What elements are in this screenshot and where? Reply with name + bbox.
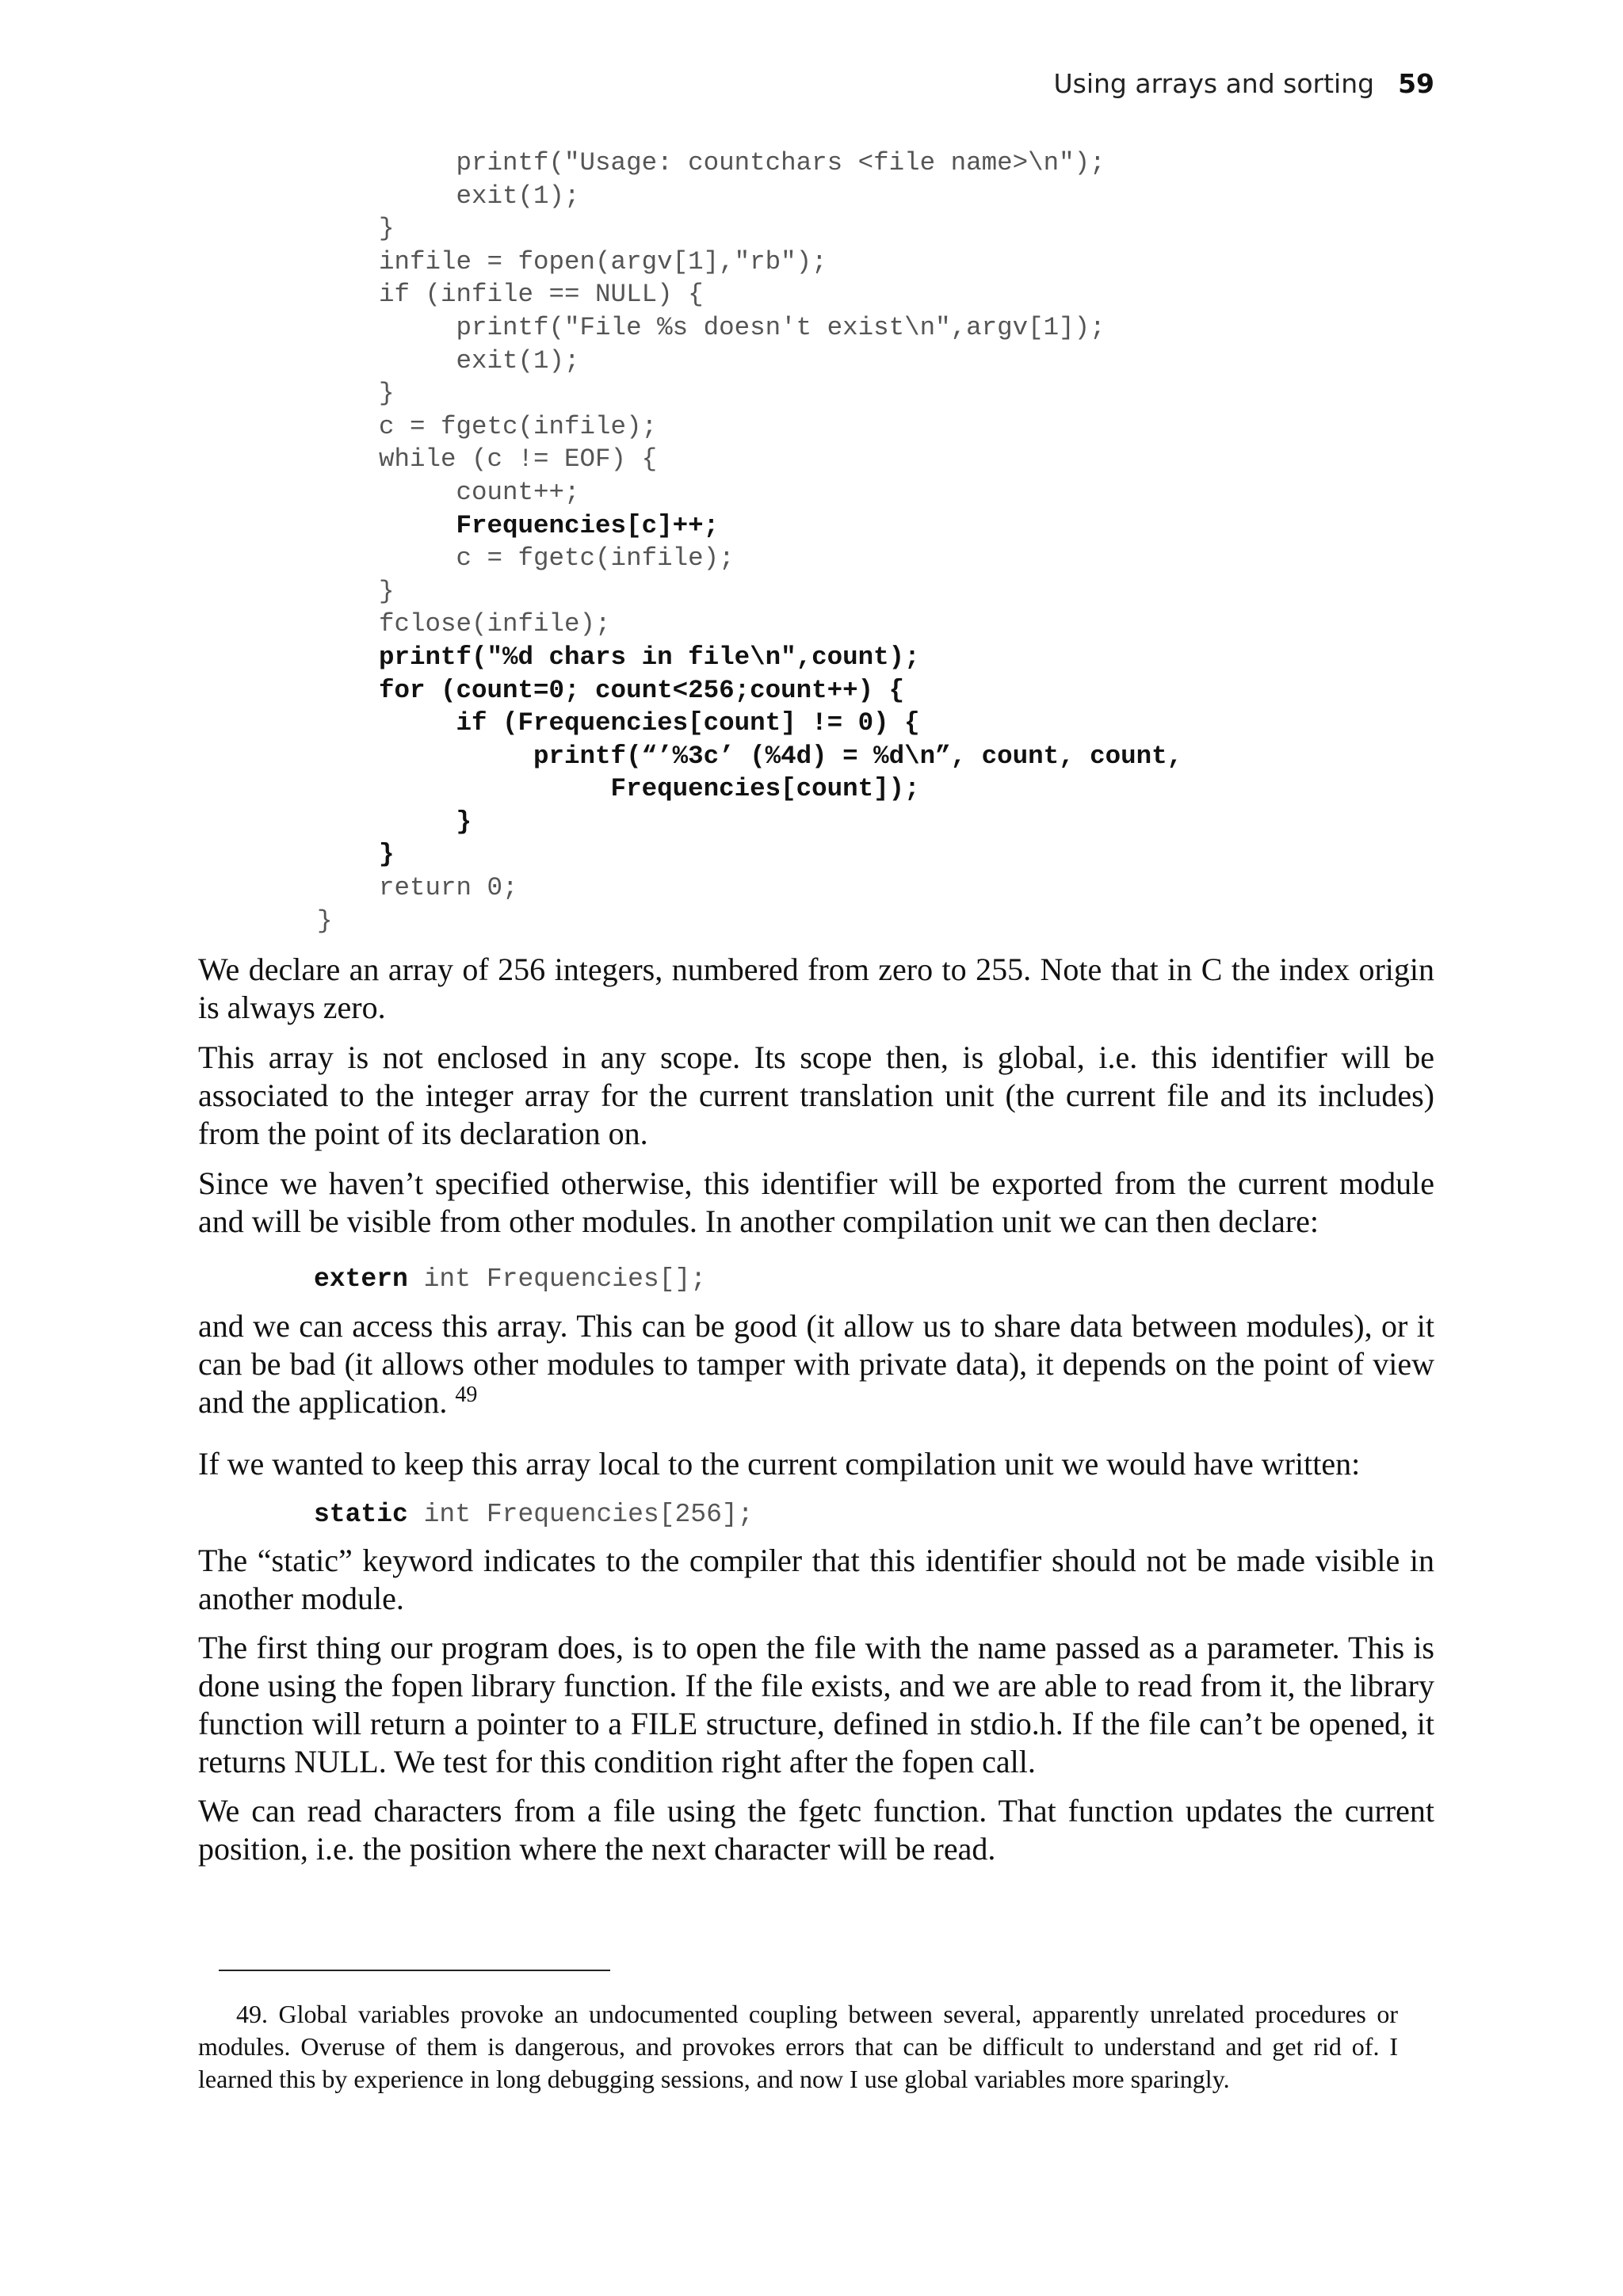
running-header bbox=[0, 68, 1434, 99]
static-rest: int Frequencies[256]; bbox=[407, 1500, 754, 1529]
extern-rest: int Frequencies[]; bbox=[407, 1264, 707, 1294]
paragraph-static-keyword: The “static” keyword indicates to the compiler that this identifier should not be made visible in another module. bbox=[198, 1543, 1434, 1616]
running-title: Using arrays and sorting bbox=[1053, 68, 1375, 99]
code-line-bold: } bbox=[317, 807, 472, 837]
extern-declaration bbox=[314, 1264, 706, 1295]
code-line: c = fgetc(infile); bbox=[317, 411, 658, 441]
code-line: infile = fopen(argv[1],"rb"); bbox=[317, 246, 827, 277]
code-line: fclose(infile); bbox=[317, 609, 611, 639]
footnote-divider bbox=[219, 1970, 610, 1971]
paragraph-scope: This array is not enclosed in any scope. Its scope then, is global, i.e. this identifier will be associated to the integer array for the current translation unit (the current file and its includes) from the point of its declaration on. bbox=[198, 1039, 1434, 1151]
code-line-bold: printf("%d chars in file\n",count); bbox=[317, 642, 920, 672]
code-line: if (infile == NULL) { bbox=[317, 280, 704, 310]
code-line-bold: if (Frequencies[count] != 0) { bbox=[317, 708, 920, 738]
static-declaration bbox=[314, 1499, 754, 1531]
body-paragraph-3 bbox=[198, 1445, 1434, 1483]
code-line-bold: Frequencies[c]++; bbox=[317, 510, 720, 540]
code-line: exit(1); bbox=[317, 181, 580, 211]
static-keyword: static bbox=[314, 1500, 408, 1529]
code-line-bold: for (count=0; count<256;count++) { bbox=[317, 675, 905, 705]
footnote-reference: 49 bbox=[455, 1383, 478, 1407]
code-line: } bbox=[317, 576, 395, 606]
code-line: count++; bbox=[317, 477, 580, 507]
code-line: } bbox=[317, 214, 395, 244]
paragraph-access-text: and we can access this array. This can be good (it allow us to share data between modules), or it can be bad (it allows other modules to tamper with private data), it depends on the point of view and the application. bbox=[198, 1308, 1434, 1420]
code-listing bbox=[317, 147, 1182, 937]
code-line-bold: printf(“’%3c’ (%4d) = %d\n”, count, count, bbox=[317, 741, 1183, 771]
code-line: return 0; bbox=[317, 873, 518, 903]
code-line: printf("Usage: countchars <file name>\n"); bbox=[317, 148, 1106, 177]
body-paragraphs-1 bbox=[198, 951, 1434, 1241]
extern-keyword: extern bbox=[314, 1264, 408, 1294]
code-line: printf("File %s doesn't exist\n",argv[1]); bbox=[317, 312, 1106, 342]
page-number: 59 bbox=[1398, 68, 1434, 99]
footnote bbox=[198, 1998, 1398, 2096]
code-line-bold: } bbox=[317, 840, 395, 870]
paragraph-exported: Since we haven’t specified otherwise, this identifier will be exported from the current module and will be visible from other modules. In another compilation unit we can then declare: bbox=[198, 1165, 1434, 1239]
paragraph-access bbox=[198, 1307, 1434, 1421]
code-line: } bbox=[317, 379, 395, 409]
paragraph-array-declaration: We declare an array of 256 integers, numbered from zero to 255. Note that in C the index origin is always zero. bbox=[198, 952, 1434, 1025]
code-line: exit(1); bbox=[317, 345, 580, 376]
code-line-bold: Frequencies[count]); bbox=[317, 774, 920, 804]
body-paragraph-2 bbox=[198, 1307, 1434, 1421]
paragraph-local: If we wanted to keep this array local to the current compilation unit we would have written: bbox=[198, 1446, 1361, 1482]
footnote-number: 49. bbox=[236, 2000, 268, 2028]
paragraph-fopen: The first thing our program does, is to open the file with the name passed as a parameter. This is done using the fopen library function. If the file exists, and we are able to read from it, the library function will return a pointer to a FILE structure, defined in stdio.h. If the file can’t be opened, it returns NULL. We test for this condition right after the fopen call. bbox=[198, 1630, 1434, 1779]
code-line: while (c != EOF) { bbox=[317, 444, 658, 475]
footnote-text: Global variables provoke an undocumented coupling between several, apparently unrelated procedures or modules. Overuse of them is dangerous, and provokes errors that can be difficult to understand and get rid of. I learned this by experience in long debugging sessions, and now I use global variables more sparingly. bbox=[198, 2000, 1398, 2093]
body-paragraphs-4 bbox=[198, 1542, 1434, 1868]
code-line: } bbox=[317, 906, 333, 936]
code-line: c = fgetc(infile); bbox=[317, 543, 735, 574]
paragraph-fgetc: We can read characters from a file using the fgetc function. That function updates the current position, i.e. the position where the next character will be read. bbox=[198, 1793, 1434, 1867]
